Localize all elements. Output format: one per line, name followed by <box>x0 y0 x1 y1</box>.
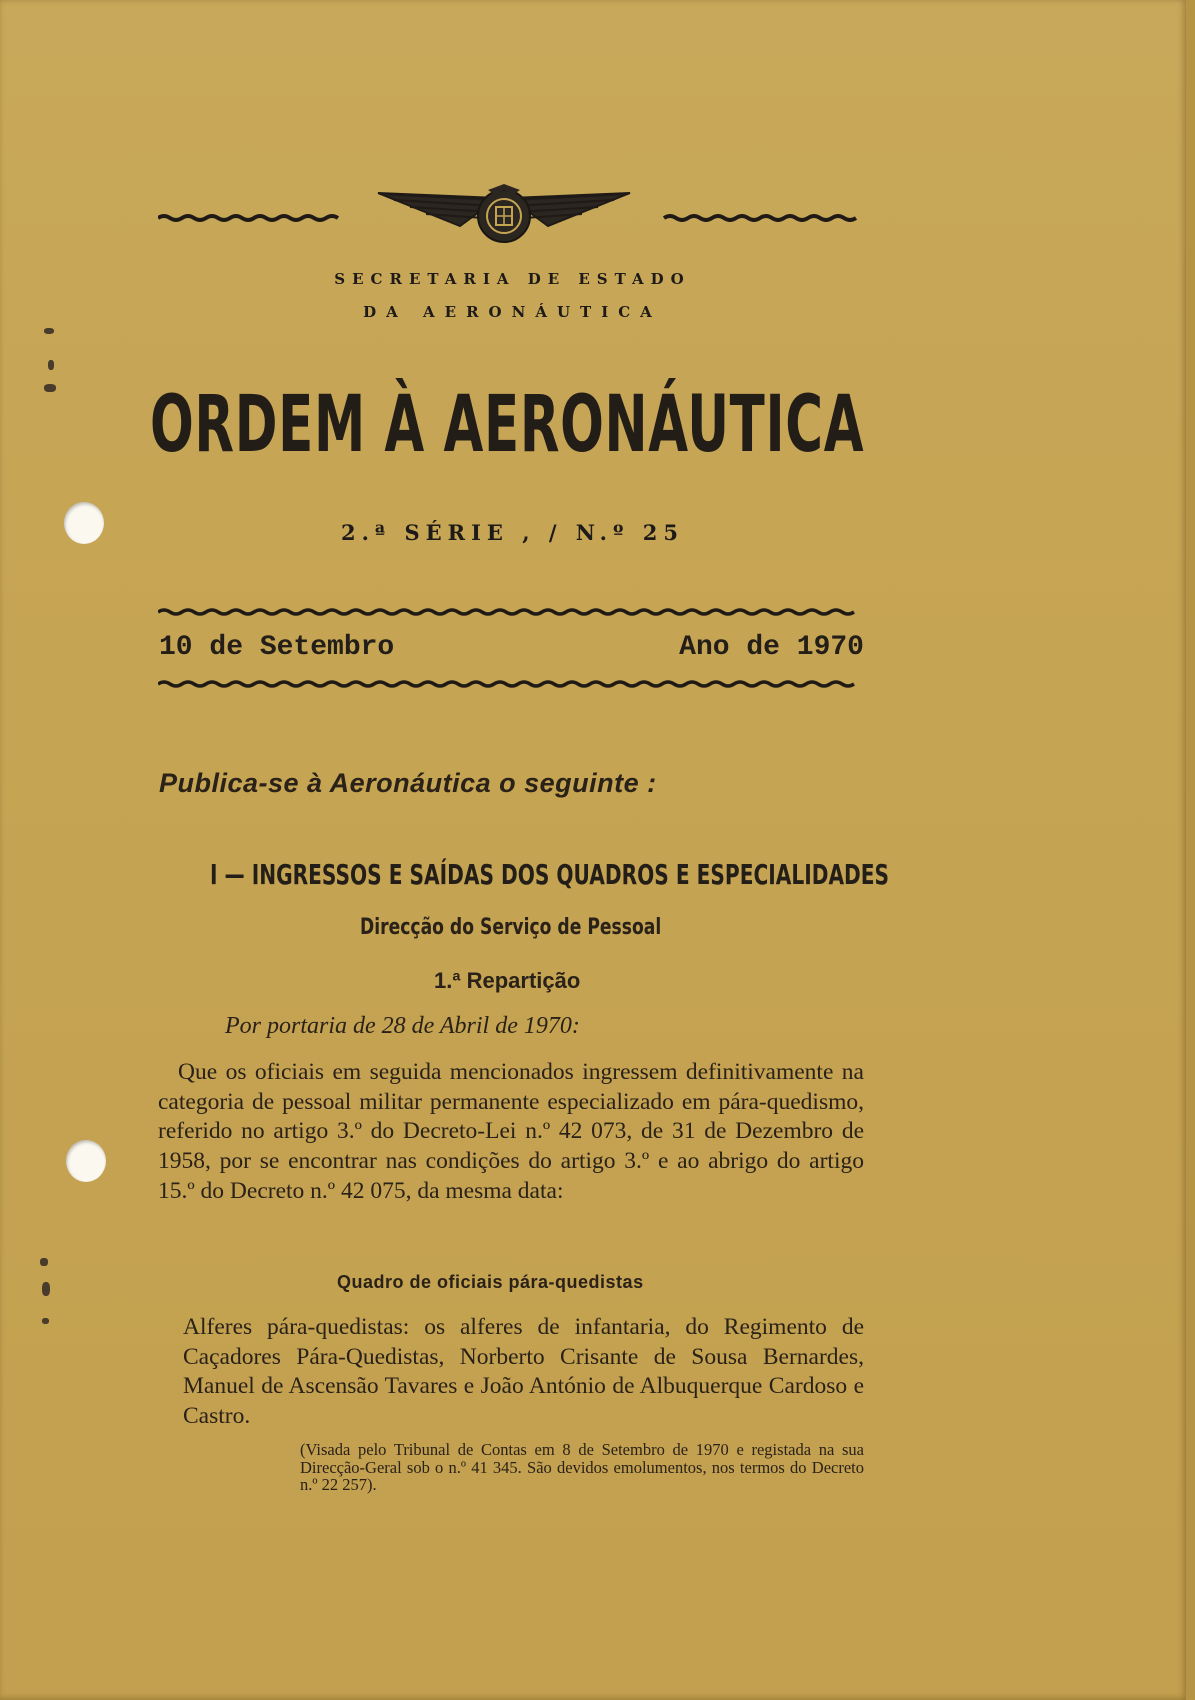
publica-heading: Publica-se à Aeronáutica o seguinte : <box>159 768 657 798</box>
header-aeronautica: DA AERONÁUTICA <box>363 303 662 321</box>
staple-mark-top <box>44 328 54 334</box>
section-title: I — INGRESSOS E SAÍDAS DOS QUADROS E ESPECIALIDADES <box>210 858 890 891</box>
issue-year: Ano de 1970 <box>679 632 864 663</box>
staple-mark-bottom <box>40 1258 48 1266</box>
staple-mark-top-3 <box>44 384 56 392</box>
emblem-header <box>158 180 864 250</box>
serie-number: 2.ª SÉRIE , / N.º 25 <box>340 520 685 545</box>
alferes-paragraph: Alferes pára-quedistas: os alferes de infantaria, do Regimento de Caçadores Pára-Quedistas, Norberto Crisante de Sousa Bernardes, Manuel de Ascensão Tavares e João António de Albuquerque Cardoso e Castro. <box>183 1314 864 1429</box>
section-department: 1.ª Repartição <box>434 968 581 993</box>
staple-mark-top-2 <box>48 360 54 370</box>
staple-mark-bottom-2 <box>42 1282 50 1296</box>
page-title: ORDEM À AERONÁUTICA <box>150 380 865 470</box>
portaria-line: Por portaria de 28 de Abril de 1970: <box>225 1013 580 1039</box>
header-secretaria: SECRETARIA DE ESTADO <box>334 270 691 288</box>
issue-date: 10 de Setembro <box>159 632 395 663</box>
quadro-heading: Quadro de oficiais pára-quedistas <box>337 1272 644 1292</box>
punch-hole-bottom <box>66 1140 106 1182</box>
visada-note: (Visada pelo Tribunal de Contas em 8 de Setembro de 1970 e registada na sua Direcção-Geral sob o n.º 41 345. São devidos emolumentos, nos termos do Decreto n.º 22 257). <box>300 1440 864 1494</box>
divider-bottom <box>158 679 864 689</box>
winged-crest-emblem-icon <box>158 180 864 250</box>
divider-top <box>158 607 864 617</box>
section-direction: Direcção do Serviço de Pessoal <box>360 915 662 940</box>
body-paragraph: Que os oficiais em seguida mencionados ingressem definitivamente na categoria de pessoal militar permanente especializado em pára-quedismo, referido no artigo 3.º do Decreto-Lei n.º 42 073, de 31 de Dezembro de 1958, por se encontrar nas condições do artigo 3.º e ao abrigo do artigo 15.º do Decreto n.º 42 075, da mesma data: <box>158 1059 864 1204</box>
staple-mark-bottom-3 <box>42 1318 49 1324</box>
